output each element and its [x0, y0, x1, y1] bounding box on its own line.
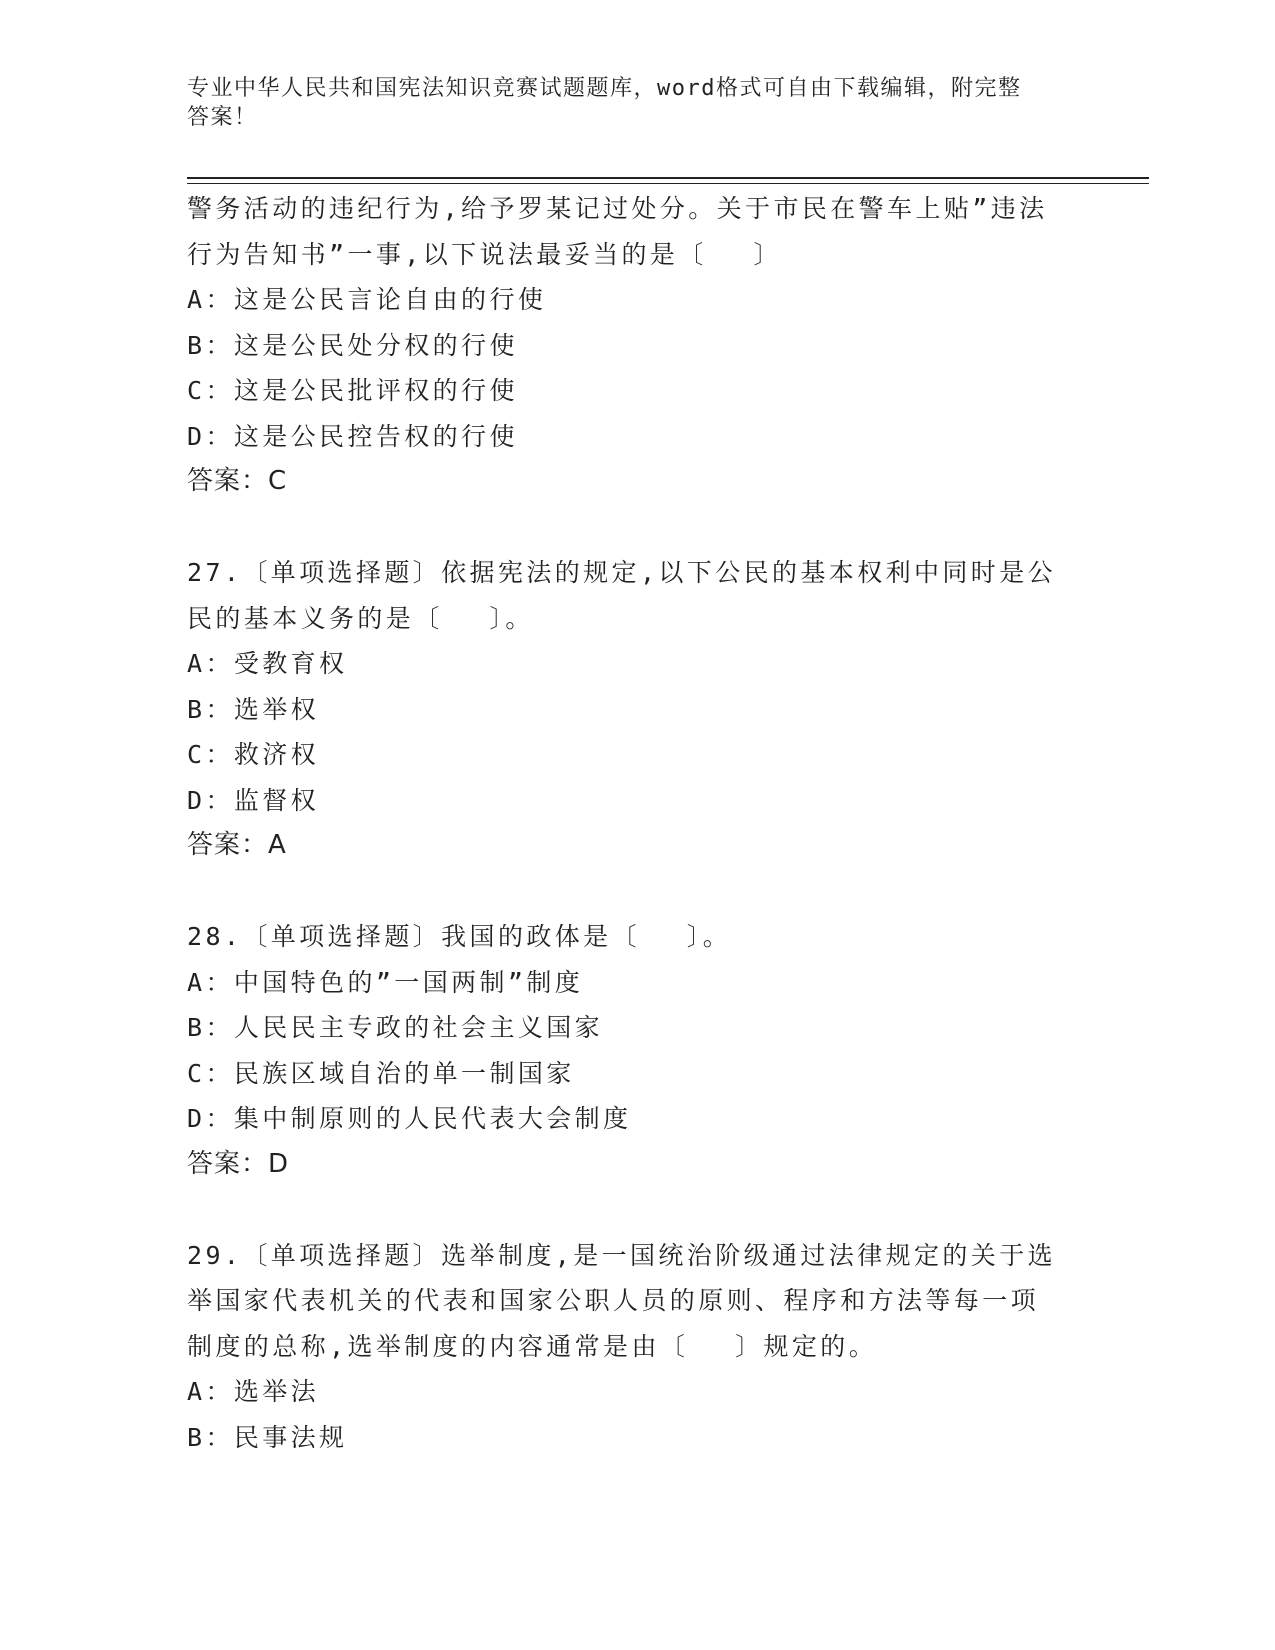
- option-c: C：民族区域自治的单一制国家: [187, 1058, 575, 1088]
- header-title-line-1: 专业中华人民共和国宪法知识竞赛试题题库，word格式可自由下载编辑，附完整: [187, 76, 1022, 101]
- question-28: [187, 914, 1087, 1187]
- answer-line: 答案：A: [187, 830, 287, 860]
- spacer: [187, 505, 1087, 551]
- option-b: B：民事法规: [187, 1422, 348, 1452]
- question-continued: [187, 186, 1087, 505]
- option-d: D：这是公民控告权的行使: [187, 421, 518, 451]
- answer-line: 答案：D: [187, 1148, 290, 1179]
- question-text-line: 警务活动的违纪行为,给予罗某记过处分。关于市民在警车上贴”违法: [187, 194, 1048, 223]
- header-divider-thin: [187, 183, 1149, 184]
- question-text-line: 28.〔单项选择题〕我国的政体是〔 〕。: [187, 922, 732, 951]
- question-list: [187, 186, 1087, 1460]
- spacer: [187, 1187, 1087, 1233]
- option-a: A：中国特色的”一国两制”制度: [187, 967, 584, 997]
- question-text-line: 民的基本义务的是〔 〕。: [187, 603, 534, 633]
- option-b: B：这是公民处分权的行使: [187, 330, 518, 360]
- spacer: [187, 869, 1087, 915]
- question-text-line: 27.〔单项选择题〕依据宪法的规定,以下公民的基本权利中同时是公: [187, 558, 1057, 587]
- question-27: [187, 550, 1087, 869]
- option-b: B：人民民主专政的社会主义国家: [187, 1013, 604, 1042]
- option-a: A：这是公民言论自由的行使: [187, 285, 547, 314]
- option-a: A：选举法: [187, 1377, 320, 1406]
- option-d: D：监督权: [187, 785, 320, 815]
- option-b: B：选举权: [187, 694, 320, 724]
- option-a: A：受教育权: [187, 649, 348, 678]
- option-c: C：救济权: [187, 740, 320, 769]
- question-text-line: 29.〔单项选择题〕选举制度,是一国统治阶级通过法律规定的关于选: [187, 1240, 1057, 1270]
- header-title-line-2: 答案！: [187, 105, 258, 130]
- answer-line: 答案：C: [187, 466, 288, 496]
- question-text-line: 制度的总称,选举制度的内容通常是由〔 〕规定的。: [187, 1331, 878, 1361]
- header-divider-thick: [187, 177, 1149, 179]
- option-c: C：这是公民批评权的行使: [187, 376, 518, 405]
- question-text-line: 行为告知书”一事,以下说法最妥当的是〔 〕: [187, 239, 782, 269]
- question-text-line: 举国家代表机关的代表和国家公职人员的原则、程序和方法等每一项: [187, 1286, 1040, 1315]
- question-29: [187, 1233, 1087, 1461]
- document-header: [187, 74, 1067, 132]
- option-d: D：集中制原则的人民代表大会制度: [187, 1104, 632, 1133]
